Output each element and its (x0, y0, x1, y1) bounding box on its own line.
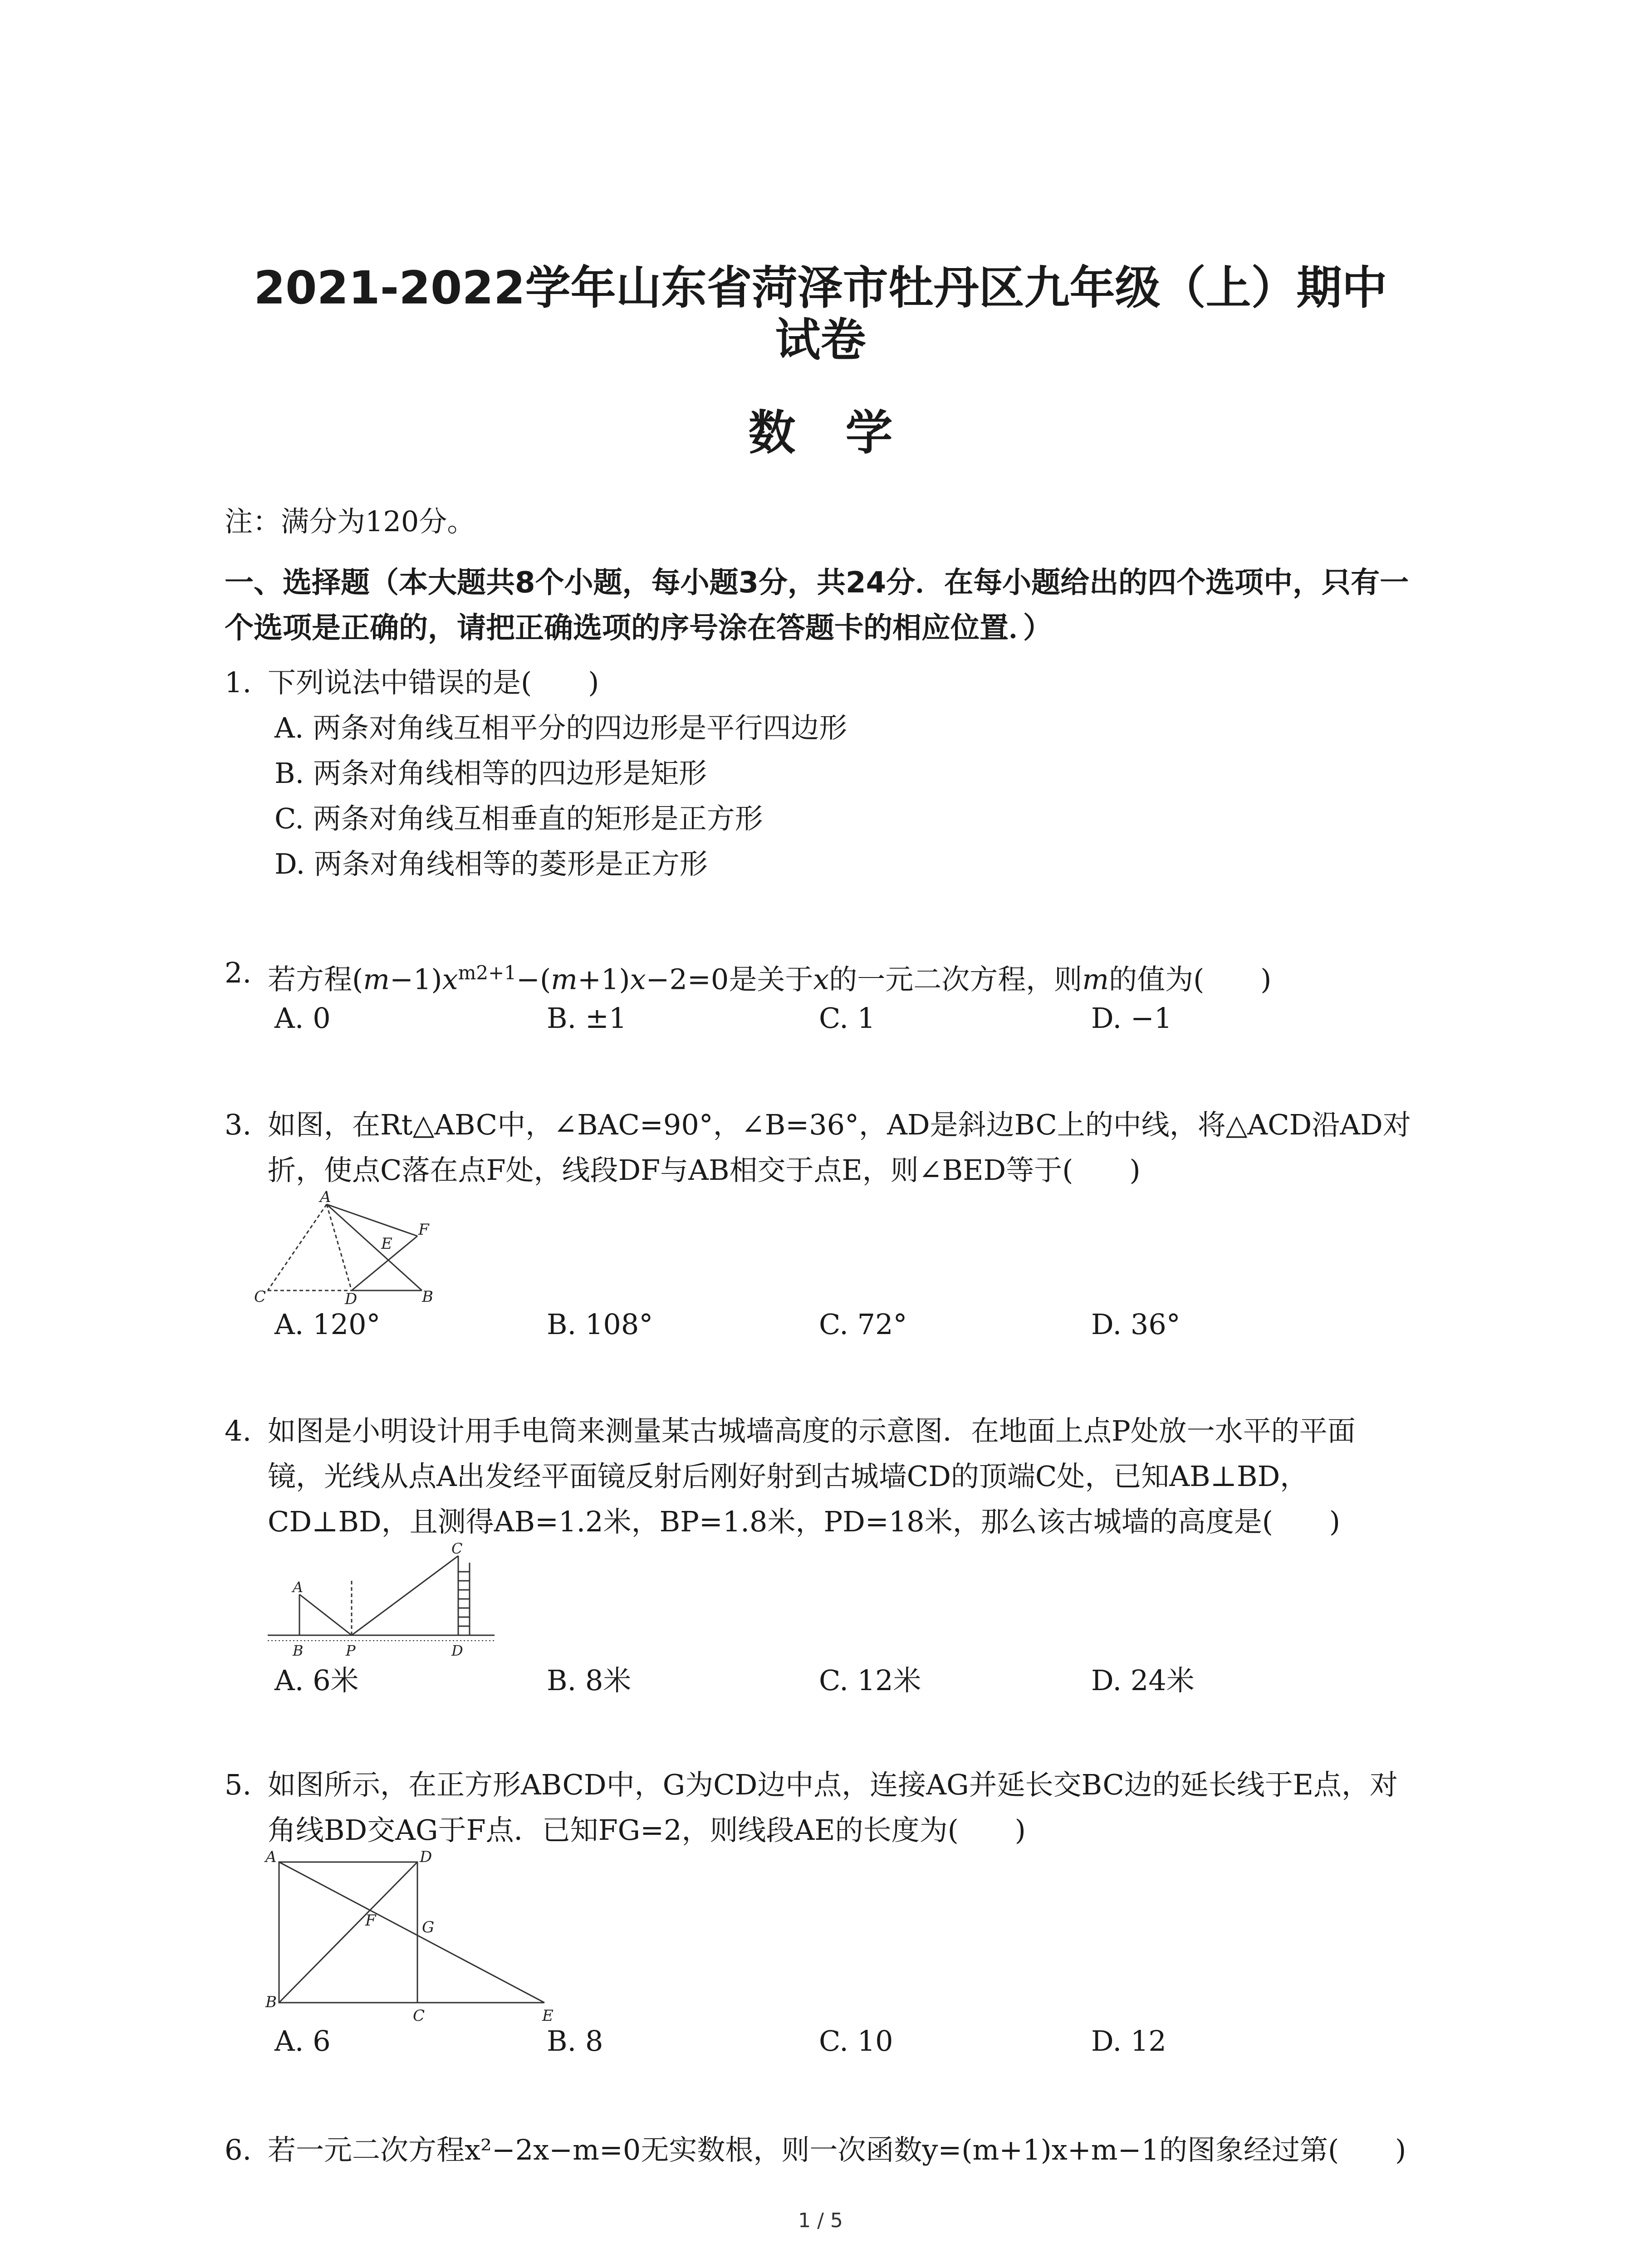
q3-option-c: C. 72° (819, 1308, 907, 1341)
q5-number: 5. (225, 1768, 252, 1801)
q2-stem-part: 的一元二次方程，则 (829, 963, 1083, 996)
page-number: 1 / 5 (798, 2209, 843, 2232)
q4-number: 4. (225, 1414, 252, 1447)
q4-stem-line-3: CD⊥BD，且测得AB=1.2米，BP=1.8米，PD=18米，那么该古城墙的高度是( ) (268, 1505, 1341, 1538)
q5-square-figure (259, 1848, 567, 2025)
q4-label-c: C (451, 1540, 463, 1557)
q3-label-e: E (381, 1235, 392, 1253)
q3-label-c: C (254, 1288, 266, 1306)
q3-label-b: B (422, 1288, 433, 1306)
q4-option-d: D. 24米 (1091, 1664, 1195, 1697)
q2-option-c: C. 1 (819, 1002, 876, 1035)
q5-stem-line-2: 角线BD交AG于F点．已知FG=2，则线段AE的长度为( ) (268, 1813, 1026, 1847)
q2-stem-part: +1) (577, 963, 630, 996)
q2-stem-part: 的值为( ) (1109, 963, 1272, 996)
q4-stem-line-1: 如图是小明设计用手电筒来测量某古城墙高度的示意图．在地面上点P处放一水平的平面 (268, 1414, 1356, 1447)
q3-label-a: A (320, 1188, 331, 1206)
q4-option-c: C. 12米 (819, 1664, 921, 1697)
q3-label-f: F (418, 1221, 429, 1239)
q4-label-a: A (293, 1579, 304, 1596)
q6-number: 6. (225, 2133, 252, 2166)
q2-var-x: x (813, 963, 829, 996)
q5-label-g: G (422, 1918, 435, 1936)
q5-option-d: D. 12 (1091, 2024, 1166, 2058)
q5-option-a: A. 6 (274, 2024, 331, 2058)
q3-triangle-figure (254, 1188, 454, 1308)
q4-option-a: A. 6米 (274, 1664, 359, 1697)
q5-label-e: E (542, 2007, 554, 2025)
q4-label-p: P (346, 1642, 356, 1659)
q5-option-b: B. 8 (547, 2024, 603, 2058)
q2-var-m: m (1082, 963, 1109, 996)
q2-option-d: D. −1 (1091, 1002, 1172, 1035)
subject-heading: 数学 (748, 405, 943, 460)
q2-var-m: m (363, 963, 390, 996)
q5-stem-line-1: 如图所示，在正方形ABCD中，G为CD边中点，连接AG并延长交BC边的延长线于E点，对 (268, 1768, 1398, 1801)
q3-option-a: A. 120° (274, 1308, 381, 1341)
q3-label-d: D (345, 1290, 358, 1308)
q4-option-b: B. 8米 (547, 1664, 632, 1697)
q1-stem: 下列说法中错误的是( ) (268, 666, 599, 699)
q5-option-c: C. 10 (819, 2024, 893, 2058)
q1-number: 1. (225, 666, 252, 699)
score-note: 注：满分为120分。 (225, 505, 475, 538)
q5-label-b: B (265, 1993, 277, 2011)
q1-option-c: C. 两条对角线互相垂直的矩形是正方形 (274, 802, 763, 835)
q2-stem-part: −( (516, 963, 551, 996)
q2-var-x: x (442, 963, 458, 996)
q4-label-d: D (451, 1642, 463, 1659)
q4-stem-line-2: 镜，光线从点A出发经平面镜反射后刚好射到古城墙CD的顶端C处，已知AB⊥BD， (268, 1460, 1308, 1493)
title-line-1: 2021-2022学年山东省菏泽市牡丹区九年级（上）期中 (254, 261, 1387, 314)
q2-stem (268, 955, 1272, 998)
q2-stem-part: −2=0是关于 (646, 963, 813, 996)
q3-stem-line-2: 折，使点C落在点F处，线段DF与AB相交于点E，则∠BED等于( ) (268, 1154, 1141, 1187)
q1-option-b: B. 两条对角线相等的四边形是矩形 (274, 757, 707, 790)
q5-label-a: A (265, 1848, 277, 1866)
q1-option-a: A. 两条对角线互相平分的四边形是平行四边形 (274, 711, 847, 744)
section-1-heading-line-2: 个选项是正确的，请把正确选项的序号涂在答题卡的相应位置．） (225, 611, 1052, 645)
q2-option-b: B. ±1 (547, 1002, 627, 1035)
q2-number: 2. (225, 956, 252, 989)
q2-stem-part: 若方程( (268, 963, 363, 996)
q2-var-x: x (630, 963, 646, 996)
q3-option-b: B. 108° (547, 1308, 653, 1341)
q3-number: 3. (225, 1108, 252, 1141)
q3-option-d: D. 36° (1091, 1308, 1181, 1341)
q5-label-c: C (413, 2007, 425, 2025)
q1-option-d: D. 两条对角线相等的菱形是正方形 (274, 847, 708, 880)
q6-stem: 若一元二次方程x²−2x−m=0无实数根，则一次函数y=(m+1)x+m−1的图象经过第( ) (268, 2133, 1406, 2166)
q4-mirror-figure (268, 1540, 495, 1662)
q3-stem-line-1: 如图，在Rt△ABC中，∠BAC=90°，∠B=36°，AD是斜边BC上的中线，将△ACD沿AD对 (268, 1108, 1411, 1141)
q2-stem-part: −1) (390, 963, 442, 996)
section-1-heading-line-1: 一、选择题（本大题共8个小题，每小题3分，共24分．在每小题给出的四个选项中，只有一 (225, 566, 1409, 600)
title-line-2: 试卷 (775, 313, 866, 367)
q4-label-b: B (293, 1642, 304, 1659)
q5-label-d: D (420, 1848, 432, 1866)
q2-option-a: A. 0 (274, 1002, 331, 1035)
q2-exponent: m2+1 (458, 962, 517, 984)
q2-var-m: m (551, 963, 578, 996)
q5-label-f: F (365, 1911, 376, 1930)
